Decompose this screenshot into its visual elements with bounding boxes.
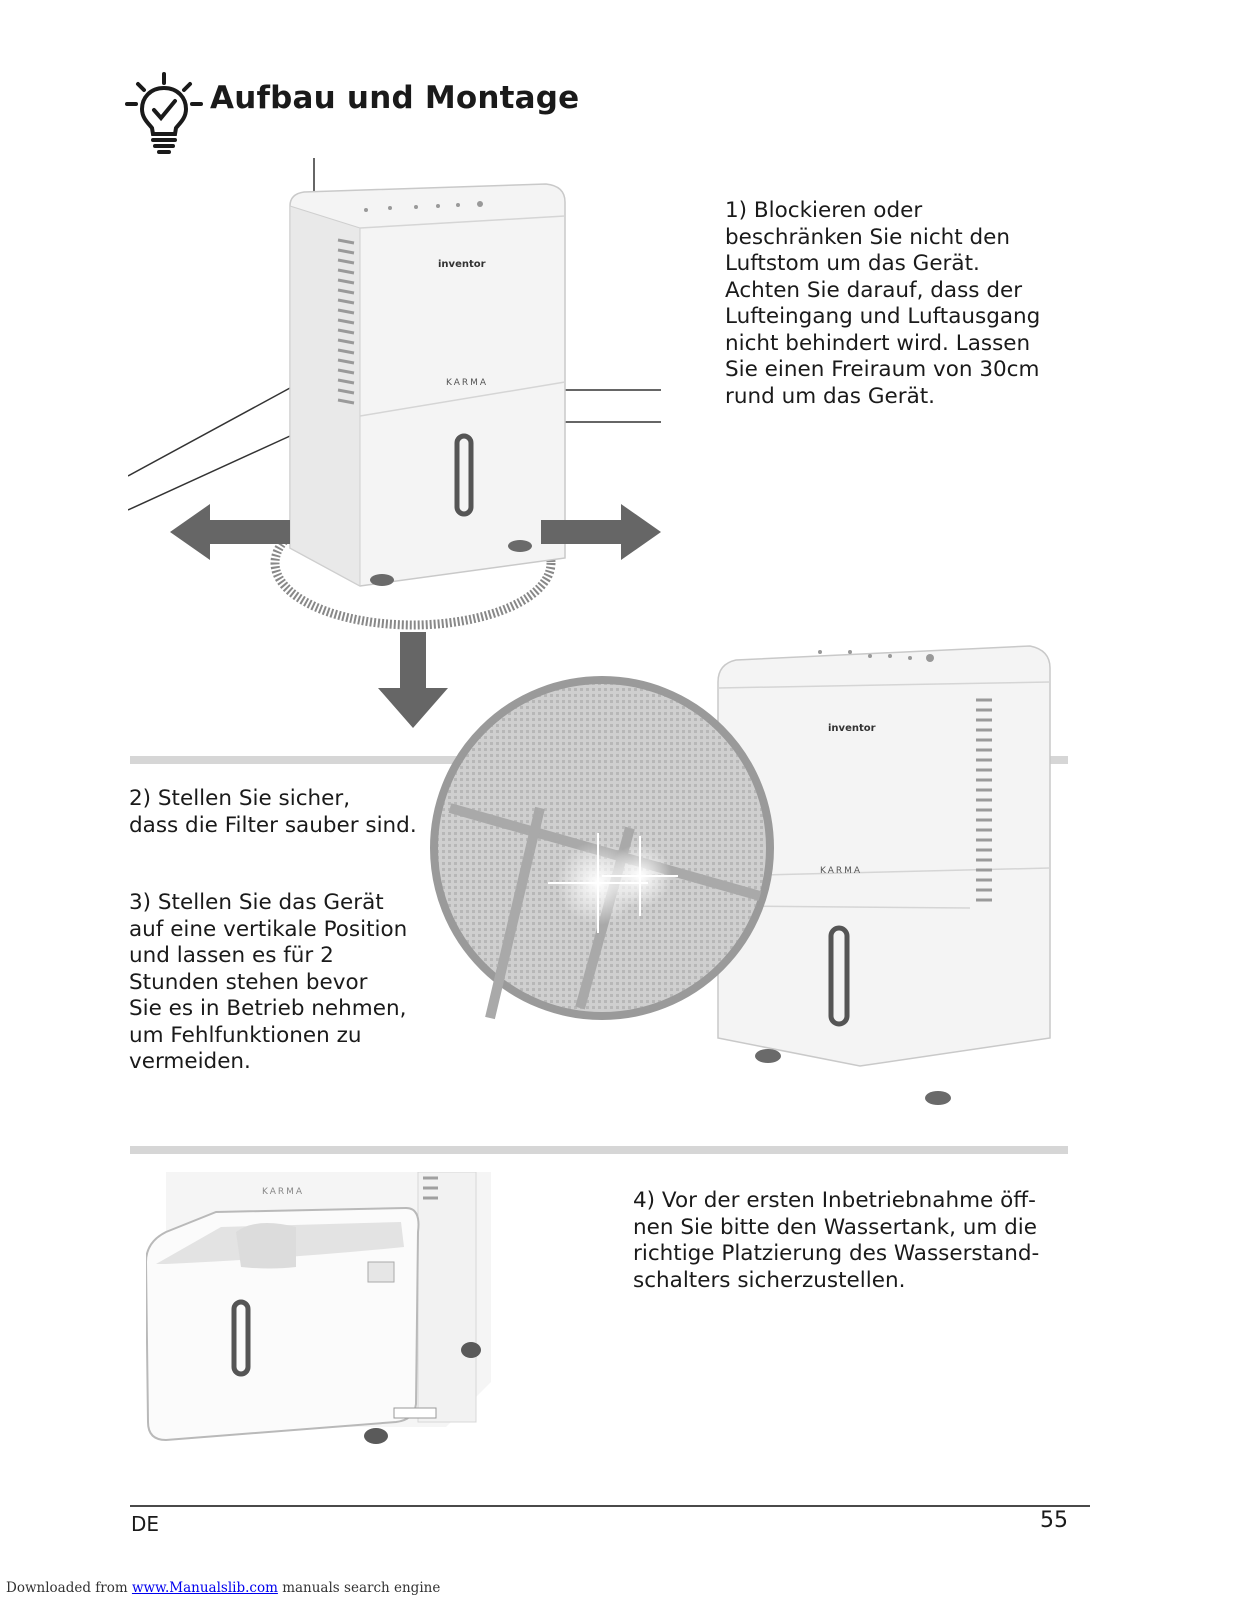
download-watermark — [6, 1580, 440, 1596]
step-2-text: 2) Stellen Sie sicher, dass die Filter sauber sind. — [129, 786, 417, 838]
step-1-text: 1) Blockieren oder beschränken Sie nicht den Luftstom um das Gerät. Achten Sie darauf, dass der Lufteingang und Luftausgang nicht behindert wird. Lassen Sie einen Freiraum von 30cm rund um das Gerät. — [725, 198, 1041, 409]
page-number: 55 — [1040, 1508, 1068, 1533]
watermark-prefix: Downloaded from — [6, 1580, 128, 1596]
water-tank-illustration — [146, 1172, 496, 1462]
page-title: Aufbau und Montage — [210, 80, 580, 116]
model-label: KARMA — [262, 1187, 305, 1197]
language-code: DE — [131, 1512, 160, 1536]
section-divider — [130, 1146, 1068, 1154]
step-3-text: 3) Stellen Sie das Gerät auf eine vertikale Position und lassen es für 2 Stunden stehen bevor Sie es in Betrieb nehmen, um Fehlfunktionen zu vermeiden. — [129, 890, 408, 1074]
brand-logo: inventor — [438, 259, 486, 270]
lightbulb-check-icon — [124, 70, 204, 160]
manualslib-link[interactable]: www.Manualslib.com — [131, 1580, 278, 1596]
footer-divider — [130, 1505, 1090, 1507]
filter-illustration — [430, 628, 1070, 1118]
model-label: KARMA — [820, 866, 863, 876]
model-label: KARMA — [446, 378, 489, 388]
watermark-suffix: manuals search engine — [277, 1580, 441, 1596]
step-4-text: 4) Vor der ersten Inbetriebnahme öff- nen Sie bitte den Wassertank, um die richtige Platzierung des Wasserstand- schalters sicherzustellen. — [633, 1188, 1040, 1293]
brand-logo: inventor — [828, 723, 876, 734]
